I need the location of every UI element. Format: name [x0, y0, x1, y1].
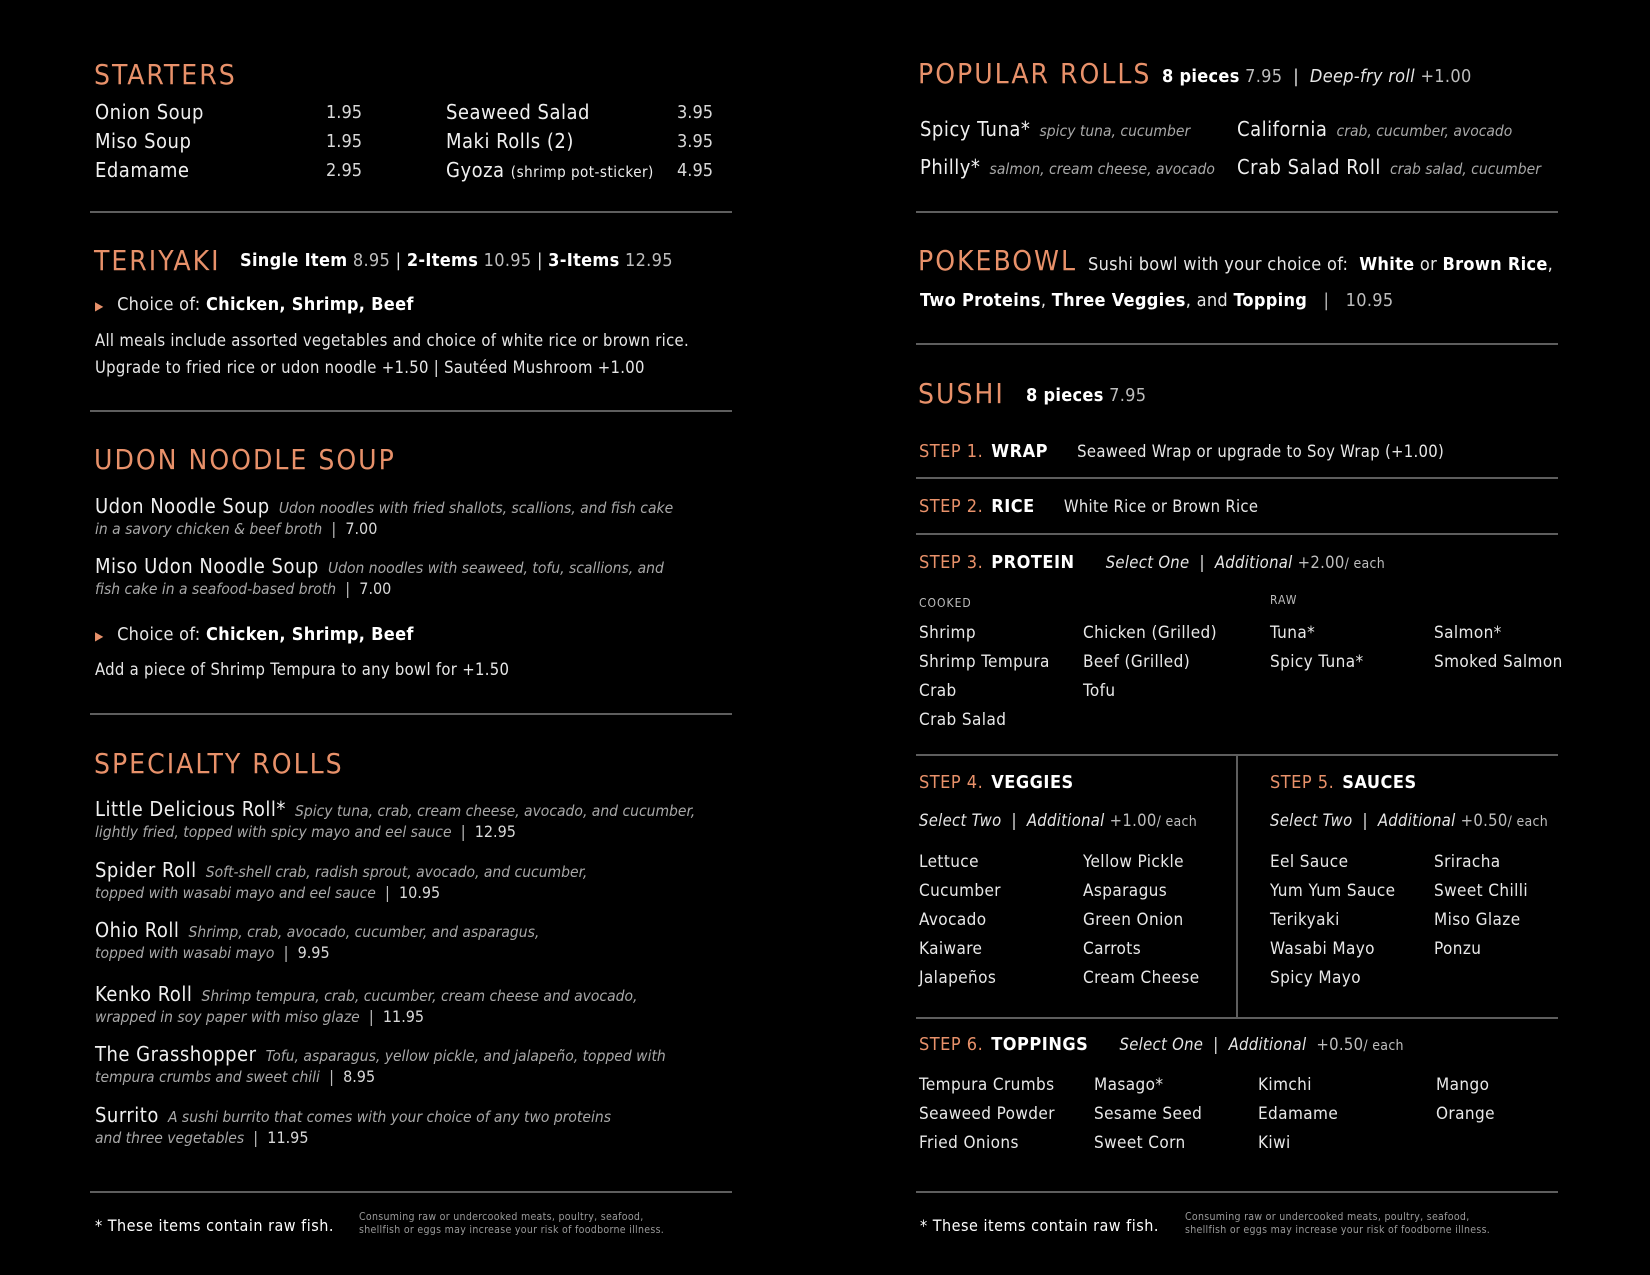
item-name: Kenko Roll	[95, 982, 193, 1006]
disclaimer-line: Consuming raw or undercooked meats, poultry, seafood,	[359, 1211, 644, 1223]
select-rule: Select One	[1119, 1035, 1204, 1054]
cooked-label: COOKED	[919, 596, 972, 610]
list-item: Crab Salad	[919, 710, 1007, 730]
item-desc: in a savory chicken & beef broth	[95, 520, 323, 538]
teriyaki-opt1-price: 8.95	[352, 250, 391, 271]
list-item: Asparagus	[1083, 881, 1168, 901]
deep-fry-label: Deep-fry roll	[1309, 66, 1415, 87]
step-text: White Rice or Brown Rice	[1063, 497, 1259, 516]
list-item: Sriracha	[1434, 852, 1501, 872]
step-name: RICE	[991, 496, 1035, 517]
list-item: Tofu	[1083, 681, 1116, 701]
starter-item: Edamame	[95, 158, 190, 182]
step-sauces	[1270, 772, 1417, 793]
select-rule: Select Two	[1270, 811, 1353, 830]
list-item: Mango	[1436, 1075, 1490, 1095]
item-desc: Tofu, asparagus, yellow pickle, and jalapeño, topped with	[265, 1047, 666, 1065]
sauces-rule: Select Two | Additional +0.50/ each	[1270, 811, 1549, 830]
popular-price: 7.95	[1245, 66, 1283, 87]
additional-price: +2.00	[1297, 553, 1345, 572]
triangle-bullet-icon: ▶	[95, 299, 104, 313]
popular-item	[1237, 155, 1541, 179]
item-name: Ohio Roll	[95, 918, 180, 942]
udon-addon: Add a piece of Shrimp Tempura to any bowl for +1.50	[95, 660, 510, 679]
step-label: STEP 2.	[919, 496, 984, 517]
popular-title: POPULAR ROLLS	[918, 57, 1152, 90]
menu-item: Udon Noodle Soup Udon noodles with fried shallots, scallions, and fish cake in a savory chicken & beef broth | 7.00	[95, 494, 674, 538]
pokebowl-veggies: Three Veggies	[1051, 290, 1186, 311]
item-name: Surrito	[95, 1103, 159, 1127]
pokebowl-proteins: Two Proteins	[920, 290, 1041, 311]
sushi-title: SUSHI	[918, 377, 1005, 410]
item-price: 12.95	[474, 822, 516, 841]
divider	[916, 1191, 1558, 1193]
list-item: Smoked Salmon	[1434, 652, 1563, 672]
starter-item: Miso Soup	[95, 129, 192, 153]
starter-price: 1.95	[326, 131, 363, 152]
starter-price: 1.95	[326, 102, 363, 123]
item-name: California	[1237, 117, 1328, 141]
list-item: Miso Glaze	[1434, 910, 1521, 930]
item-name: Crab Salad Roll	[1237, 155, 1381, 179]
list-item: Tempura Crumbs	[919, 1075, 1055, 1095]
divider	[916, 533, 1558, 535]
menu-item: Spider Roll Soft-shell crab, radish sprout, avocado, and cucumber, topped with wasabi mayo and eel sauce | 10.95	[95, 858, 588, 902]
starter-item	[446, 158, 654, 182]
step-label: STEP 4.	[919, 772, 984, 793]
menu-item: Surrito A sushi burrito that comes with your choice of any two proteins and three vegetables | 11.95	[95, 1103, 611, 1147]
item-desc: fish cake in a seafood-based broth	[95, 580, 337, 598]
item-desc: Spicy tuna, crab, cream cheese, avocado, and cucumber,	[294, 802, 696, 820]
each-label: / each	[1344, 556, 1386, 572]
pokebowl-price: 10.95	[1345, 290, 1394, 311]
toppings-list-1	[919, 1075, 1055, 1162]
list-item: Kiwi	[1258, 1133, 1291, 1153]
teriyaki-opt3-label: 3-Items	[548, 250, 620, 271]
item-price: 7.00	[359, 579, 392, 598]
starter-item: Seaweed Salad	[446, 100, 590, 124]
list-item: Masago*	[1094, 1075, 1164, 1095]
starter-item: Maki Rolls (2)	[446, 129, 574, 153]
step-label: STEP 1.	[919, 441, 984, 462]
sushi-price: 7.95	[1109, 385, 1147, 406]
choice-prefix: Choice of:	[117, 624, 201, 645]
step-protein: STEP 3. PROTEIN Select One | Additional +2.00/ each	[919, 552, 1386, 573]
list-item: Spicy Mayo	[1270, 968, 1361, 988]
step-label: STEP 5.	[1270, 772, 1335, 793]
item-desc: crab, cucumber, avocado	[1336, 122, 1513, 140]
step-veggies	[919, 772, 1074, 793]
item-desc: topped with wasabi mayo	[95, 944, 275, 962]
each-label: / each	[1363, 1038, 1404, 1054]
choice-prefix: Choice of:	[117, 294, 201, 315]
item-desc: lightly fried, topped with spicy mayo and eel sauce	[95, 823, 452, 841]
item-price: 11.95	[382, 1007, 425, 1026]
step-name: TOPPINGS	[991, 1034, 1089, 1055]
item-price: 10.95	[399, 883, 441, 902]
list-item: Chicken (Grilled)	[1083, 623, 1218, 643]
list-item: Sesame Seed	[1094, 1104, 1203, 1124]
disclaimer-line: Consuming raw or undercooked meats, poultry, seafood,	[1185, 1211, 1470, 1223]
step-name: VEGGIES	[991, 772, 1074, 793]
divider	[916, 1017, 1558, 1019]
pokebowl-intro: Sushi bowl with your choice of:	[1088, 254, 1349, 275]
list-item: Wasabi Mayo	[1270, 939, 1375, 959]
item-price: 8.95	[343, 1067, 376, 1086]
list-item: Tuna*	[1270, 623, 1316, 643]
list-item: Shrimp	[919, 623, 976, 643]
step-text: Seaweed Wrap or upgrade to Soy Wrap (+1.00)	[1077, 442, 1445, 461]
item-name: Udon Noodle Soup	[95, 494, 270, 518]
popular-item	[1237, 117, 1512, 141]
item-desc: Udon noodles with seaweed, tofu, scallions, and	[327, 559, 664, 577]
sauces-list-2	[1434, 852, 1528, 968]
step-name: SAUCES	[1342, 772, 1417, 793]
triangle-bullet-icon: ▶	[95, 629, 104, 643]
pokebowl-topping: Topping	[1233, 290, 1308, 311]
udon-title: UDON NOODLE SOUP	[94, 443, 396, 476]
popular-item	[920, 155, 1215, 179]
additional-label: Additional	[1377, 811, 1456, 830]
menu-item: Miso Udon Noodle Soup Udon noodles with seaweed, tofu, scallions, and fish cake in a seafood-based broth | 7.00	[95, 554, 664, 598]
list-item: Kaiware	[919, 939, 983, 959]
list-item: Crab	[919, 681, 957, 701]
list-item: Sweet Corn	[1094, 1133, 1186, 1153]
list-item: Cucumber	[919, 881, 1001, 901]
item-desc: Shrimp, crab, avocado, cucumber, and asparagus,	[188, 923, 540, 941]
raw-list-2	[1434, 623, 1563, 681]
pokebowl-title: POKEBOWL	[918, 244, 1077, 277]
list-item: Kimchi	[1258, 1075, 1312, 1095]
raw-label: RAW	[1270, 593, 1298, 607]
sauces-list-1	[1270, 852, 1395, 997]
item-desc: A sushi burrito that comes with your choice of any two proteins	[167, 1108, 611, 1126]
step-label: STEP 6.	[919, 1034, 984, 1055]
list-item: Orange	[1436, 1104, 1495, 1124]
additional-price: +0.50	[1316, 1035, 1364, 1054]
pokebowl-line-1: Sushi bowl with your choice of: White or Brown Rice,	[1088, 254, 1554, 275]
item-name: Little Delicious Roll*	[95, 797, 286, 821]
teriyaki-options: Single Item 8.95 | 2-Items 10.95 | 3-Items 12.95	[240, 250, 673, 271]
divider	[90, 713, 732, 715]
disclaimer-line: shellfish or eggs may increase your risk of foodborne illness.	[359, 1224, 665, 1236]
item-price: 11.95	[267, 1128, 309, 1147]
toppings-list-3	[1258, 1075, 1338, 1162]
step-name: PROTEIN	[991, 552, 1075, 573]
list-item: Seaweed Powder	[919, 1104, 1055, 1124]
divider	[916, 211, 1558, 213]
list-item: Green Onion	[1083, 910, 1184, 930]
list-item: Cream Cheese	[1083, 968, 1200, 988]
list-item: Sweet Chilli	[1434, 881, 1529, 901]
sushi-pricing	[1026, 385, 1146, 406]
list-item: Yellow Pickle	[1083, 852, 1184, 872]
menu-item: The Grasshopper Tofu, asparagus, yellow pickle, and jalapeño, topped with tempura crumbs and sweet chili | 8.95	[95, 1042, 666, 1086]
step-wrap	[919, 441, 1444, 462]
udon-choice	[95, 624, 414, 645]
list-item: Lettuce	[919, 852, 979, 872]
item-desc: and three vegetables	[95, 1129, 245, 1147]
divider	[90, 211, 732, 213]
list-item: Spicy Tuna*	[1270, 652, 1364, 672]
choice-items: Chicken, Shrimp, Beef	[205, 294, 414, 315]
toppings-list-2	[1094, 1075, 1202, 1162]
list-item: Eel Sauce	[1270, 852, 1349, 872]
specialty-title: SPECIALTY ROLLS	[94, 747, 344, 780]
list-item: Salmon*	[1434, 623, 1502, 643]
starter-item: Onion Soup	[95, 100, 204, 124]
item-desc: crab salad, cucumber	[1390, 160, 1541, 178]
item-desc: Shrimp tempura, crab, cucumber, cream cheese and avocado,	[201, 987, 638, 1005]
starter-item-note: (shrimp pot-sticker)	[510, 163, 654, 181]
list-item: Ponzu	[1434, 939, 1482, 959]
cooked-list-2	[1083, 623, 1217, 710]
additional-price: +1.00	[1109, 811, 1157, 830]
item-desc: Udon noodles with fried shallots, scallions, and fish cake	[278, 499, 674, 517]
starter-price: 3.95	[677, 102, 714, 123]
list-item: Carrots	[1083, 939, 1142, 959]
list-item: Jalapeños	[919, 968, 997, 988]
veggies-rule: Select Two | Additional +1.00/ each	[919, 811, 1198, 830]
pokebowl-brown: Brown Rice	[1442, 254, 1548, 275]
item-name: The Grasshopper	[95, 1042, 257, 1066]
teriyaki-choice	[95, 294, 414, 315]
list-item: Beef (Grilled)	[1083, 652, 1191, 672]
item-desc: salmon, cream cheese, avocado	[989, 160, 1215, 178]
raw-fish-note: * These items contain raw fish.	[95, 1216, 334, 1235]
item-price: 7.00	[345, 519, 378, 538]
step-label: STEP 3.	[919, 552, 984, 573]
item-desc: topped with wasabi mayo and eel sauce	[95, 884, 376, 902]
item-name: Spider Roll	[95, 858, 197, 882]
list-item: Yum Yum Sauce	[1270, 881, 1396, 901]
veggies-list-2	[1083, 852, 1200, 997]
cooked-list-1	[919, 623, 1050, 739]
teriyaki-opt2-label: 2-Items	[406, 250, 479, 271]
additional-label: Additional	[1214, 553, 1293, 572]
foodborne-disclaimer	[359, 1211, 664, 1237]
teriyaki-opt3-price: 12.95	[624, 250, 673, 271]
item-desc: wrapped in soy paper with miso glaze	[95, 1008, 360, 1026]
item-desc: spicy tuna, cucumber	[1039, 122, 1191, 140]
step-rice	[919, 496, 1258, 517]
divider	[916, 477, 1558, 479]
pokebowl-line-2: Two Proteins, Three Veggies, and Topping | 10.95	[920, 290, 1394, 311]
starter-price: 2.95	[326, 160, 363, 181]
select-rule: Select One	[1105, 553, 1190, 572]
item-name: Miso Udon Noodle Soup	[95, 554, 319, 578]
pokebowl-or: or	[1419, 254, 1438, 275]
additional-label: Additional	[1026, 811, 1105, 830]
choice-items: Chicken, Shrimp, Beef	[205, 624, 414, 645]
teriyaki-note-2: Upgrade to fried rice or udon noodle +1.50 | Sautéed Mushroom +1.00	[95, 358, 645, 377]
item-name: Spicy Tuna*	[920, 117, 1031, 141]
each-label: / each	[1507, 814, 1549, 830]
list-item: Fried Onions	[919, 1133, 1019, 1153]
list-item: Terikyaki	[1270, 910, 1340, 930]
divider	[90, 410, 732, 412]
teriyaki-title: TERIYAKI	[94, 244, 221, 277]
popular-item	[920, 117, 1190, 141]
popular-pricing: 8 pieces 7.95 | Deep-fry roll +1.00	[1162, 66, 1472, 87]
divider	[90, 1191, 732, 1193]
starter-price: 3.95	[677, 131, 714, 152]
list-item: Edamame	[1258, 1104, 1339, 1124]
additional-label: Additional	[1228, 1035, 1307, 1054]
disclaimer-line: shellfish or eggs may increase your risk of foodborne illness.	[1185, 1224, 1491, 1236]
list-item: Shrimp Tempura	[919, 652, 1050, 672]
divider	[916, 343, 1558, 345]
teriyaki-opt1-label: Single Item	[240, 250, 348, 271]
step-toppings: STEP 6. TOPPINGS Select One | Additional +0.50/ each	[919, 1034, 1404, 1055]
teriyaki-note-1: All meals include assorted vegetables and choice of white rice or brown rice.	[95, 331, 690, 350]
select-rule: Select Two	[919, 811, 1002, 830]
starters-title: STARTERS	[94, 58, 237, 91]
raw-fish-note: * These items contain raw fish.	[920, 1216, 1159, 1235]
teriyaki-opt2-price: 10.95	[483, 250, 532, 271]
pieces-label: 8 pieces	[1026, 385, 1104, 406]
step-name: WRAP	[991, 441, 1048, 462]
list-item: Avocado	[919, 910, 987, 930]
deep-fry-price: +1.00	[1420, 66, 1472, 87]
menu-item: Ohio Roll Shrimp, crab, avocado, cucumber, and asparagus, topped with wasabi mayo | 9.95	[95, 918, 540, 962]
pokebowl-and: and	[1196, 290, 1228, 311]
starter-price: 4.95	[677, 160, 714, 181]
foodborne-disclaimer	[1185, 1211, 1490, 1237]
pokebowl-white: White	[1359, 254, 1415, 275]
additional-price: +0.50	[1460, 811, 1508, 830]
pieces-label: 8 pieces	[1162, 66, 1240, 87]
raw-list-1	[1270, 623, 1364, 681]
each-label: / each	[1156, 814, 1198, 830]
item-desc: Soft-shell crab, radish sprout, avocado, and cucumber,	[205, 863, 588, 881]
item-price: 9.95	[297, 943, 330, 962]
item-desc: tempura crumbs and sweet chili	[95, 1068, 320, 1086]
toppings-list-4	[1436, 1075, 1495, 1133]
vertical-divider	[1236, 754, 1238, 1017]
menu-item: Kenko Roll Shrimp tempura, crab, cucumber, cream cheese and avocado, wrapped in soy paper with miso glaze | 11.95	[95, 982, 638, 1026]
veggies-list-1	[919, 852, 1001, 997]
starter-item-name: Gyoza	[446, 158, 505, 182]
menu-item: Little Delicious Roll* Spicy tuna, crab, cream cheese, avocado, and cucumber, lightly fried, topped with spicy mayo and eel sauce | 12.95	[95, 797, 696, 841]
item-name: Philly*	[920, 155, 981, 179]
